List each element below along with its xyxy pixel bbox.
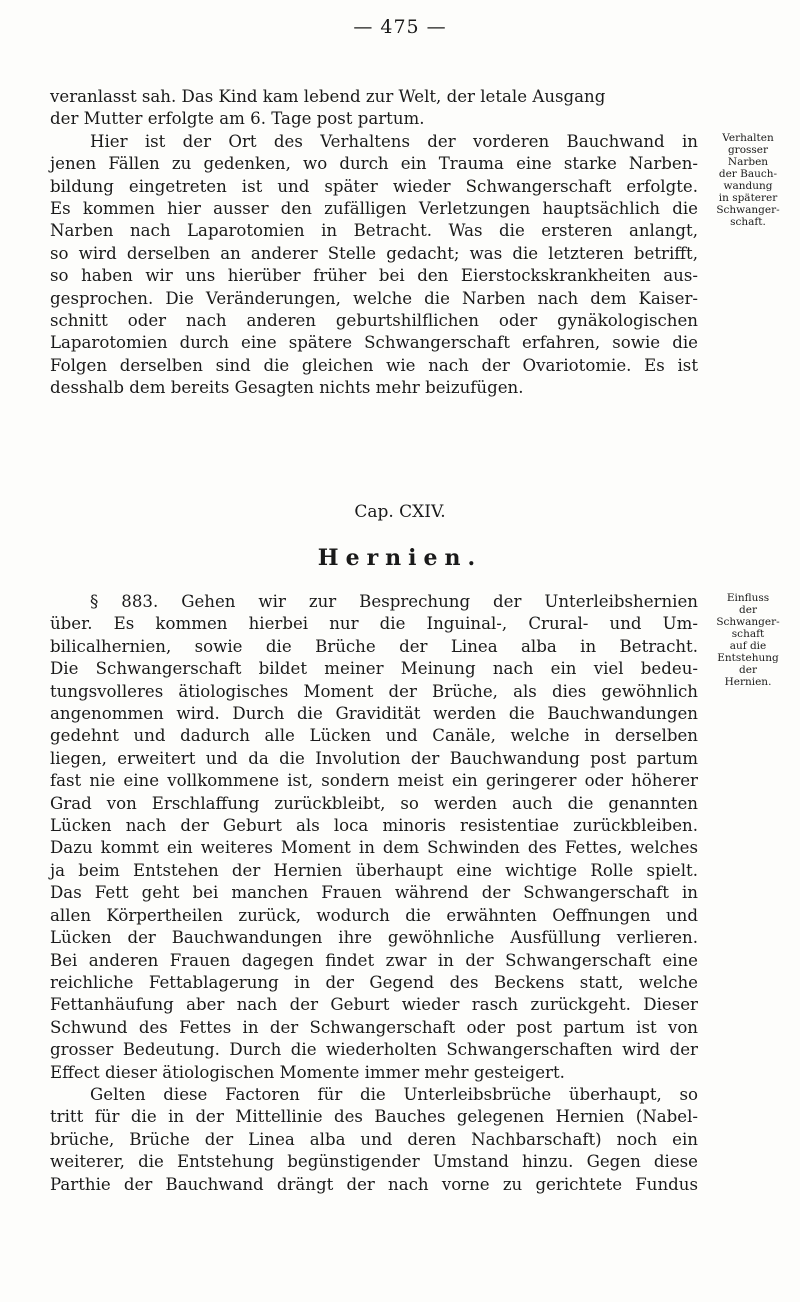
text-line: über. Es kommen hierbei nur die Inguinal-, Crural- und Um- (50, 614, 698, 634)
text-line: allen Körpertheilen zurück, wodurch die erwähnten Oeffnungen und (50, 905, 698, 925)
text-line: Fettanhäufung aber nach der Geburt wieder rasch zurückgeht. Dieser (50, 995, 698, 1015)
text-line: tritt für die in der Mittellinie des Bauches gelegenen Hernien (Nabel- (50, 1107, 698, 1127)
text-line: ja beim Entstehen der Hernien überhaupt eine wichtige Rolle spielt. (50, 860, 698, 880)
text-line: weiterer, die Entstehung begünstigender Umstand hinzu. Gegen diese (50, 1152, 698, 1172)
margin-note-line: Einfluss (726, 592, 770, 604)
margin-note-1 (702, 132, 794, 228)
text-line: Folgen derselben sind die gleichen wie nach der Ovariotomie. Es ist (50, 355, 698, 375)
text-line: Es kommen hier ausser den zufälligen Verletzungen hauptsächlich die (50, 199, 698, 219)
margin-note-line: schaft (731, 628, 765, 640)
margin-note-line: der (739, 604, 757, 616)
text-block-2 (50, 591, 698, 1196)
text-line: angenommen wird. Durch die Gravidität werden die Bauchwandungen (50, 704, 698, 724)
text-line: Dazu kommt ein weiteres Moment in dem Schwinden des Fettes, welches (50, 838, 698, 858)
text-line: jenen Fällen zu gedenken, wo durch ein Trauma eine starke Narben- (50, 154, 698, 174)
text-block-1 (50, 86, 698, 400)
margin-note-line: der (739, 664, 757, 676)
text-line: Effect dieser ätiologischen Momente immer mehr gesteigert. (50, 1062, 565, 1082)
margin-note-line: schaft. (730, 216, 766, 228)
margin-note-line: in späterer (718, 192, 778, 204)
text-line: Laparotomien durch eine spätere Schwangerschaft erfahren, sowie die (50, 333, 698, 353)
text-line: Gelten diese Factoren für die Unterleibsbrüche überhaupt, so (90, 1084, 698, 1104)
margin-note-line: Verhalten (722, 132, 774, 144)
text-line: veranlasst sah. Das Kind kam lebend zur Welt, der letale Ausgang (50, 87, 606, 106)
margin-note-line: Entstehung (717, 652, 779, 664)
text-line: Das Fett geht bei manchen Frauen während der Schwangerschaft in (50, 883, 698, 903)
margin-note-line: der Bauch- (718, 168, 778, 180)
margin-note-2 (702, 592, 794, 688)
text-line: schnitt oder nach anderen geburtshilflichen oder gynäkologischen (50, 311, 698, 331)
text-line: gesprochen. Die Veränderungen, welche die Narben nach dem Kaiser- (50, 288, 698, 308)
margin-note-line: auf die (729, 640, 767, 652)
text-line: Narben nach Laparotomien in Betracht. Was die ersteren anlangt, (50, 221, 698, 241)
text-line: brüche, Brüche der Linea alba und deren Nachbarschaft) noch ein (50, 1129, 698, 1149)
text-line: so haben wir uns hierüber früher bei den Eierstockskrankheiten aus- (50, 266, 698, 286)
text-line: Lücken nach der Geburt als loca minoris resistentiae zurückbleiben. (50, 816, 698, 836)
text-line: Die Schwangerschaft bildet meiner Meinung nach ein viel bedeu- (50, 659, 698, 679)
text-line: Hier ist der Ort des Verhaltens der vorderen Bauchwand in (90, 131, 698, 151)
margin-note-line: Narben (727, 156, 769, 168)
section-heading: Hernien. (317, 545, 483, 571)
text-line: Parthie der Bauchwand drängt der nach vorne zu gerichtete Fundus (50, 1174, 698, 1194)
text-line: Schwund des Fettes in der Schwangerschaft oder post partum ist von (50, 1017, 698, 1037)
margin-note-line: Hernien. (724, 676, 772, 688)
text-line: Lücken der Bauchwandungen ihre gewöhnliche Ausfüllung verlieren. (50, 928, 698, 948)
text-line: bilicalhernien, sowie die Brüche der Linea alba in Betracht. (50, 636, 698, 656)
margin-note-line: wandung (723, 180, 773, 192)
text-line: reichliche Fettablagerung in der Gegend des Beckens statt, welche (50, 972, 698, 992)
text-line: fast nie eine vollkommene ist, sondern meist ein geringerer oder höherer (50, 771, 698, 791)
text-line: desshalb dem bereits Gesagten nichts mehr beizufügen. (50, 378, 524, 398)
chapter-label: Cap. CXIV. (354, 502, 446, 522)
text-line: Bei anderen Frauen dagegen findet zwar in der Schwangerschaft eine (50, 950, 698, 970)
page-number: — 475 — (353, 16, 447, 38)
text-line: bildung eingetreten ist und später wieder Schwangerschaft erfolgte. (50, 176, 698, 196)
text-line: § 883. Gehen wir zur Besprechung der Unterleibshernien (90, 592, 698, 611)
margin-note-line: grosser (727, 144, 769, 156)
text-line: tungsvolleres ätiologisches Moment der Brüche, als dies gewöhnlich (50, 681, 698, 701)
text-line: liegen, erweitert und da die Involution der Bauchwandung post partum (50, 748, 698, 768)
text-line: Grad von Erschlaffung zurückbleibt, so werden auch die genannten (50, 793, 698, 813)
text-line: der Mutter erfolgte am 6. Tage post partum. (50, 109, 425, 129)
text-line: gedehnt und dadurch alle Lücken und Canäle, welche in derselben (50, 726, 698, 746)
text-line: grosser Bedeutung. Durch die wiederholten Schwangerschaften wird der (50, 1040, 698, 1060)
text-line: so wird derselben an anderer Stelle gedacht; was die letzteren betrifft, (50, 243, 698, 263)
margin-note-line: Schwanger- (716, 616, 780, 628)
margin-note-line: Schwanger- (716, 204, 780, 216)
